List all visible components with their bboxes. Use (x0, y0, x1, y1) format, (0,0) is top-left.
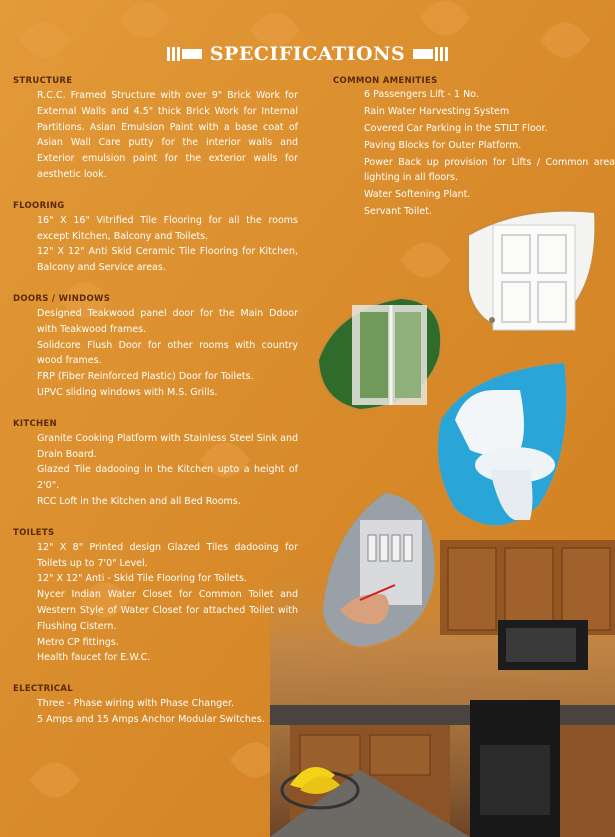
section-items (13, 696, 298, 728)
section-heading: KITCHEN (13, 418, 57, 429)
section-heading: DOORS / WINDOWS (13, 293, 111, 304)
spec-item: Glazed Tile dadooing in the Kitchen upto a height of 2'0". (37, 464, 298, 492)
section-items (333, 88, 615, 219)
section-heading: TOILETS (13, 527, 55, 538)
spec-item: Rain Water Harvesting System (364, 106, 510, 117)
spec-item: 12" X 8" Printed design Glazed Tiles dadooing for Toilets up to 7'0" Level. (37, 541, 298, 569)
section-heading: STRUCTURE (13, 76, 73, 86)
spec-item: Three - Phase wiring with Phase Changer. (37, 698, 235, 710)
spec-item: Servant Toilet. (364, 205, 432, 217)
title-ornament-left (167, 47, 202, 61)
spec-item: 12" X 12" Anti - Skid Tile Flooring for Toilets. (37, 573, 247, 585)
spec-item: UPVC sliding windows with M.S. Grills. (37, 386, 218, 398)
spec-section-toilets (13, 526, 298, 666)
spec-section-doors-windows (13, 292, 298, 401)
page-header (0, 42, 615, 66)
spec-item: Covered Car Parking in the STILT Floor. (364, 123, 548, 134)
section-items (13, 213, 298, 276)
spec-item: Health faucet for E.W.C. (37, 652, 151, 664)
page-title: SPECIFICATIONS (209, 43, 406, 65)
kitchen-photo (270, 540, 615, 837)
section-heading: ELECTRICAL (13, 684, 74, 695)
spec-section-kitchen (13, 417, 298, 510)
specifications-left-column (13, 74, 298, 744)
spec-item: Solidcore Flush Door for other rooms with country wood frames. (37, 339, 298, 367)
spec-section-electrical (13, 682, 298, 728)
spec-item: RCC Loft in the Kitchen and all Bed Rooms. (37, 495, 241, 507)
spec-section-structure (13, 74, 298, 183)
spec-item: 12" X 12" Anti Skid Ceramic Tile Flooring for Kitchen, Balcony and Service areas. (37, 246, 298, 274)
spec-item: Water Softening Plant. (364, 188, 471, 200)
spec-item: R.C.C. Framed Structure with over 9" Brick Work for External Walls and 4.5" thick Brick Work for Internal Partitions. Asian Emulsion Paint with a base coat of Asian Wall Care putty for the interior walls and Exterior emulsion paint for the exterior walls for aesthetic look. (37, 90, 298, 180)
section-heading: COMMON AMENITIES (333, 76, 438, 86)
spec-item: Designed Teakwood panel door for the Main Ddoor with Teakwood frames. (37, 307, 298, 335)
specifications-right-column (333, 74, 615, 235)
spec-item: FRP (Fiber Reinforced Plastic) Door for Toilets. (37, 371, 254, 383)
section-heading: FLOORING (13, 200, 65, 211)
section-items (13, 431, 298, 510)
section-items (13, 306, 298, 401)
spec-section-common-amenities (333, 74, 615, 219)
spec-item: 5 Amps and 15 Amps Anchor Modular Switches. (37, 713, 265, 725)
spec-item: 16" X 16" Vitrified Tile Flooring for all the rooms except Kitchen, Balcony and Toilets. (37, 214, 298, 242)
spec-item: Power Back up provision for Lifts / Common area lighting in all floors. (364, 157, 615, 183)
section-items (13, 88, 298, 183)
spec-item: Nycer Indian Water Closet for Common Toilet and Western Style of Water Closet for attached Toilet with Flushing Cistern. (37, 589, 298, 632)
spec-item: Granite Cooking Platform with Stainless Steel Sink and Drain Board. (37, 432, 298, 460)
spec-item: Paving Blocks for Outer Platform. (364, 140, 522, 151)
spec-item: 6 Passengers Lift - 1 No. (364, 89, 479, 100)
spec-item: Metro CP fittings. (37, 636, 119, 648)
section-items (13, 540, 298, 666)
spec-section-flooring (13, 199, 298, 276)
title-ornament-right (413, 47, 448, 61)
